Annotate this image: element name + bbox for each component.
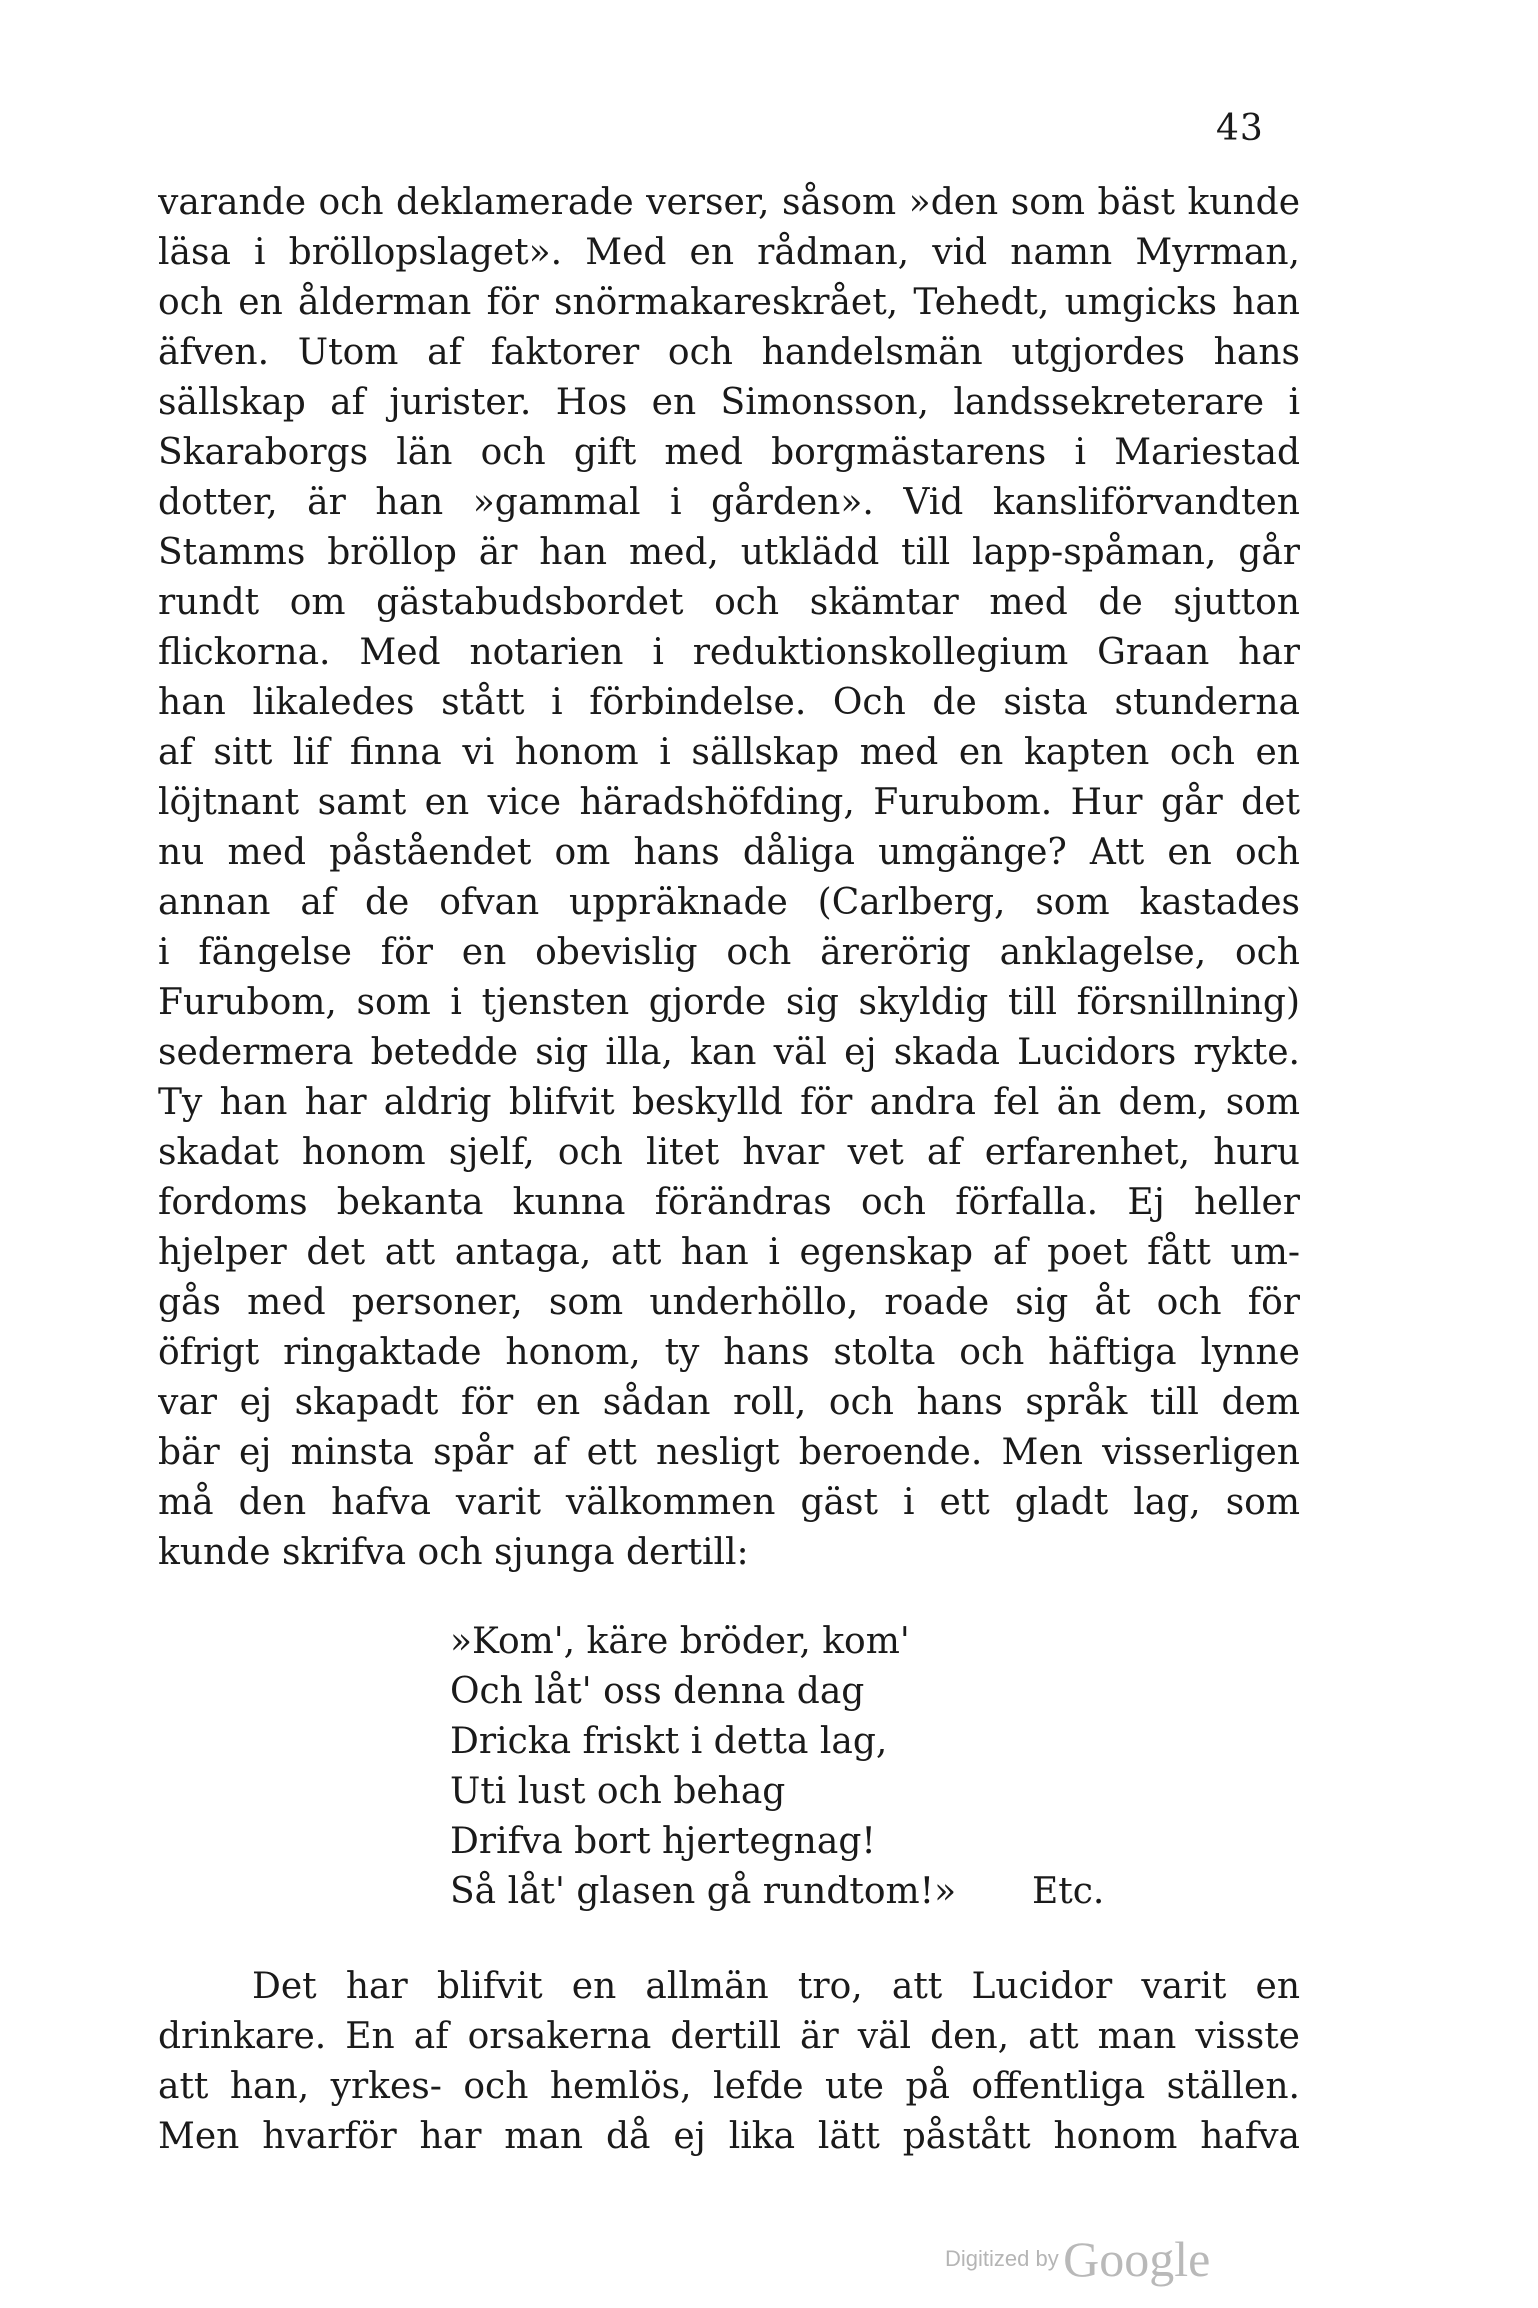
text-line: öfrigt ringaktade honom, ty hans stolta och häftiga lynne — [158, 1332, 1300, 1373]
text-line: skadat honom sjelf, och litet hvar vet af erfarenhet, huru — [158, 1132, 1300, 1173]
watermark-prefix: Digitized by — [945, 2246, 1059, 2271]
poem-line: Drifva bort hjertegnag! — [450, 1821, 876, 1862]
paragraph-2 — [158, 1962, 1300, 2162]
text-line: må den hafva varit välkommen gäst i ett gladt lag, som — [158, 1482, 1300, 1523]
page-number: 43 — [1216, 108, 1264, 149]
text-line: i fängelse för en obevislig och ärerörig anklagelse, och — [158, 932, 1300, 973]
poem-line: Dricka friskt i detta lag, — [450, 1721, 888, 1762]
paragraph-1 — [158, 178, 1300, 1578]
text-line: dotter, är han »gammal i gården». Vid kansliförvandten — [158, 482, 1300, 523]
text-line: Skaraborgs län och gift med borgmästarens i Mariestad — [158, 432, 1300, 473]
text-line: var ej skapadt för en sådan roll, och hans språk till dem — [158, 1382, 1300, 1423]
text-line: bär ej minsta spår af ett nesligt beroende. Men visserligen — [158, 1432, 1300, 1473]
text-line: fordoms bekanta kunna förändras och förfalla. Ej heller — [158, 1182, 1300, 1223]
text-line: varande och deklamerade verser, såsom »den som bäst kunde — [158, 182, 1300, 223]
text-line: Ty han har aldrig blifvit beskylld för andra fel än dem, som — [158, 1082, 1300, 1123]
digitized-watermark — [945, 2230, 1210, 2288]
text-line: flickorna. Med notarien i reduktionskollegium Graan har — [158, 632, 1300, 673]
text-line: Furubom, som i tjensten gjorde sig skyldig till försnillning) — [158, 982, 1300, 1023]
text-line: hjelper det att antaga, att han i egenskap af poet fått um- — [158, 1232, 1300, 1273]
google-logo: Google — [1063, 2231, 1211, 2287]
text-line: sedermera betedde sig illa, kan väl ej skada Lucidors rykte. — [158, 1032, 1300, 1073]
poem-line-final — [450, 1867, 1150, 1917]
text-line: Men hvarför har man då ej lika lätt påstått honom hafva — [158, 2116, 1300, 2157]
text-line: han likaledes stått i förbindelse. Och de sista stunderna — [158, 682, 1300, 723]
text-line: läsa i bröllopslaget». Med en rådman, vid namn Myrman, — [158, 232, 1300, 273]
text-line: att han, yrkes- och hemlös, lefde ute på offentliga ställen. — [158, 2066, 1300, 2107]
text-line: Det har blifvit en allmän tro, att Lucidor varit en — [252, 1966, 1300, 2007]
text-line: drinkare. En af orsakerna dertill är väl den, att man visste — [158, 2016, 1300, 2057]
text-line: kunde skrifva och sjunga dertill: — [158, 1532, 749, 1573]
poem-line: »Kom', käre bröder, kom' — [450, 1621, 910, 1662]
text-line: äfven. Utom af faktorer och handelsmän utgjordes hans — [158, 332, 1300, 373]
text-line: nu med påståendet om hans dåliga umgänge? Att en och — [158, 832, 1300, 873]
text-line: och en ålderman för snörmakareskrået, Tehedt, umgicks han — [158, 282, 1300, 323]
poem-line-text: Så låt' glasen gå rundtom!» — [450, 1871, 957, 1912]
text-line: rundt om gästabudsbordet och skämtar med de sjutton — [158, 582, 1300, 623]
text-line: löjtnant samt en vice häradshöfding, Furubom. Hur går det — [158, 782, 1300, 823]
poem-block — [450, 1617, 1150, 1917]
poem-line: Uti lust och behag — [450, 1771, 786, 1812]
text-line: gås med personer, som underhöllo, roade sig åt och för — [158, 1282, 1300, 1323]
poem-etc: Etc. — [1032, 1871, 1105, 1912]
text-line: af sitt lif finna vi honom i sällskap med en kapten och en — [158, 732, 1300, 773]
text-line: Stamms bröllop är han med, utklädd till lapp-spåman, går — [158, 532, 1300, 573]
text-line: sällskap af jurister. Hos en Simonsson, landssekreterare i — [158, 382, 1300, 423]
text-line: annan af de ofvan uppräknade (Carlberg, som kastades — [158, 882, 1300, 923]
poem-line: Och låt' oss denna dag — [450, 1671, 865, 1712]
